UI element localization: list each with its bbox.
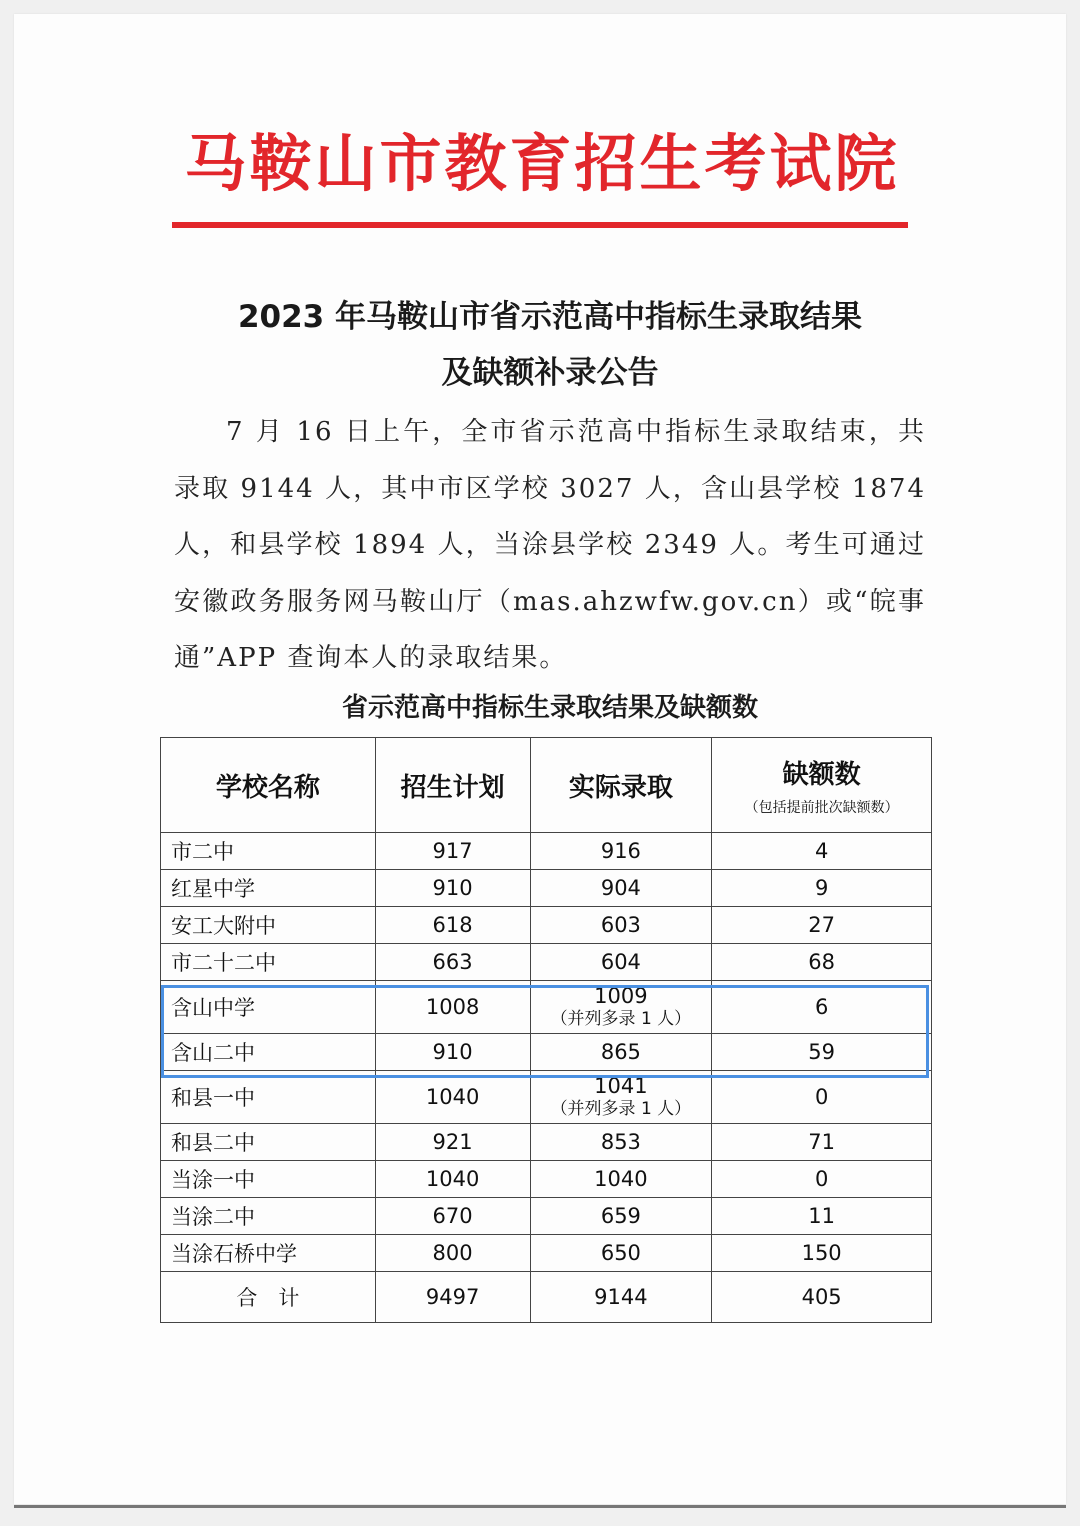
plan-cell: 910 [375, 870, 530, 907]
actual-cell: 604 [530, 944, 712, 981]
shortfall-cell: 4 [712, 833, 932, 870]
total-actual: 9144 [530, 1272, 712, 1323]
admission-results-table [160, 737, 932, 1323]
table-row [161, 870, 932, 907]
shortfall-cell: 9 [712, 870, 932, 907]
header-shortfall-label: 缺额数 [782, 759, 861, 790]
plan-cell: 921 [375, 1124, 530, 1161]
table-row [161, 907, 932, 944]
shortfall-cell: 6 [712, 981, 932, 1034]
actual-cell: 1040 [530, 1161, 712, 1198]
school-name: 当涂二中 [161, 1198, 376, 1235]
header-school: 学校名称 [161, 738, 376, 833]
header-plan: 招生计划 [375, 738, 530, 833]
school-name: 安工大附中 [161, 907, 376, 944]
masthead: 马鞍山市教育招生考试院 [184, 127, 900, 200]
announcement-title-line1: 2023 年马鞍山市省示范高中指标生录取结果 [237, 299, 863, 335]
actual-cell [530, 1071, 712, 1124]
body-paragraph: 7 月 16 日上午，全市省示范高中指标生录取结束，共录取 9144 人，其中市区学校 3027 人，含山县学校 1874 人，和县学校 1894 人，当涂县学校 2349 人。考生可通过安徽政务服务网马鞍山厅（mas.ahzwfw.gov.cn）或“皖事通”APP 查询本人的录取结果。 [174, 417, 926, 673]
school-name: 和县一中 [161, 1071, 376, 1124]
table-row [161, 833, 932, 870]
school-name: 和县二中 [161, 1124, 376, 1161]
school-name: 含山二中 [161, 1034, 376, 1071]
shortfall-cell: 11 [712, 1198, 932, 1235]
school-name: 当涂石桥中学 [161, 1235, 376, 1272]
actual-cell: 659 [530, 1198, 712, 1235]
header-shortfall-note: （包括提前批次缺额数） [744, 799, 899, 816]
plan-cell: 800 [375, 1235, 530, 1272]
table-row [161, 1124, 932, 1161]
table-row [161, 981, 932, 1034]
shortfall-cell: 0 [712, 1161, 932, 1198]
total-shortfall: 405 [712, 1272, 932, 1323]
school-name: 市二十二中 [161, 944, 376, 981]
school-name: 含山中学 [161, 981, 376, 1034]
plan-cell: 910 [375, 1034, 530, 1071]
actual-cell [530, 981, 712, 1034]
plan-cell: 917 [375, 833, 530, 870]
school-name: 当涂一中 [161, 1161, 376, 1198]
table-row [161, 1198, 932, 1235]
table-row [161, 1034, 932, 1071]
plan-cell: 1040 [375, 1161, 530, 1198]
actual-cell: 650 [530, 1235, 712, 1272]
actual-value: 1009 [594, 984, 648, 1008]
plan-cell: 1008 [375, 981, 530, 1034]
actual-cell: 916 [530, 833, 712, 870]
total-plan: 9497 [375, 1272, 530, 1323]
plan-cell: 1040 [375, 1071, 530, 1124]
table-header-row [161, 738, 932, 833]
shortfall-cell: 0 [712, 1071, 932, 1124]
table-row [161, 1071, 932, 1124]
table-row [161, 1161, 932, 1198]
shortfall-cell: 27 [712, 907, 932, 944]
masthead-red-rule [172, 222, 908, 228]
table-total-row [161, 1272, 932, 1323]
school-name: 红星中学 [161, 870, 376, 907]
plan-cell: 663 [375, 944, 530, 981]
table-title: 省示范高中指标生录取结果及缺额数 [341, 693, 758, 723]
total-label: 合 计 [161, 1272, 376, 1323]
shortfall-cell: 150 [712, 1235, 932, 1272]
plan-cell: 670 [375, 1198, 530, 1235]
actual-cell: 865 [530, 1034, 712, 1071]
actual-cell: 904 [530, 870, 712, 907]
actual-note: （并列多录 1 人） [550, 1009, 692, 1029]
shortfall-cell: 59 [712, 1034, 932, 1071]
actual-cell: 603 [530, 907, 712, 944]
announcement-title-line2: 及缺额补录公告 [441, 355, 659, 391]
actual-value: 1041 [594, 1074, 648, 1098]
actual-note: （并列多录 1 人） [550, 1099, 692, 1119]
header-shortfall [712, 738, 932, 833]
shortfall-cell: 68 [712, 944, 932, 981]
page-bottom-rule [14, 1505, 1066, 1508]
shortfall-cell: 71 [712, 1124, 932, 1161]
table-row [161, 944, 932, 981]
header-actual: 实际录取 [530, 738, 712, 833]
plan-cell: 618 [375, 907, 530, 944]
actual-cell: 853 [530, 1124, 712, 1161]
school-name: 市二中 [161, 833, 376, 870]
table-row [161, 1235, 932, 1272]
